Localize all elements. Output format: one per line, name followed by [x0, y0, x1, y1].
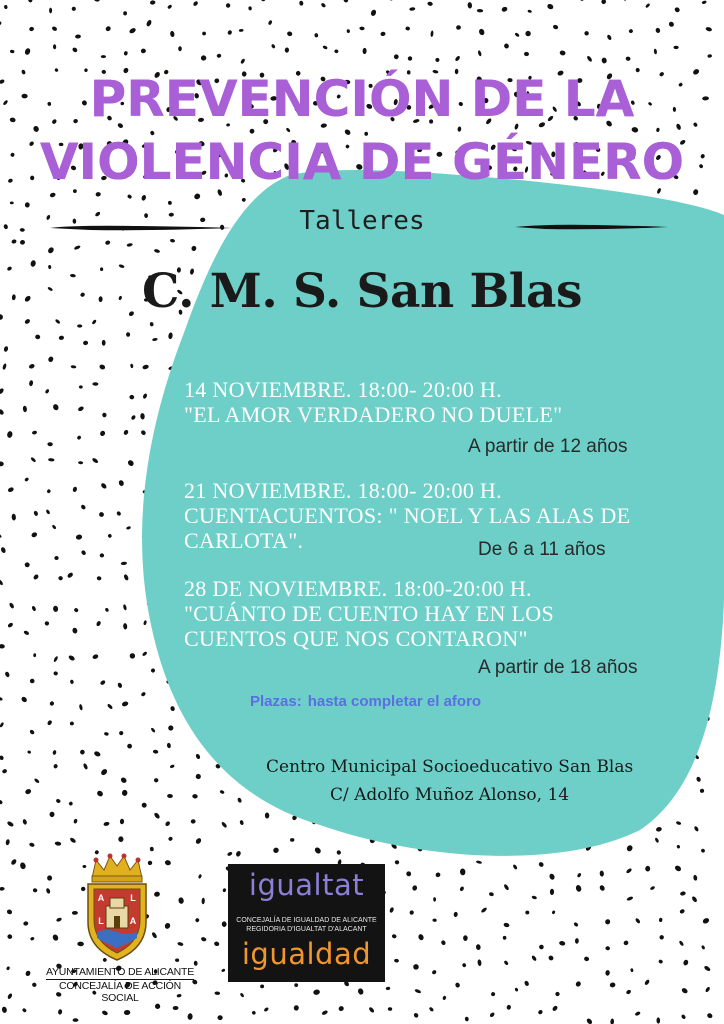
logo-igualdad-text: igualdad — [241, 937, 372, 971]
session-title: "CUÁNTO DE CUENTO HAY EN LOS — [184, 601, 555, 626]
logo-concejalia-text: CONCEJALÍA DE IGUALDAD DE ALICANTE — [236, 917, 377, 924]
concejalia-caption: CONCEJALÍA DE ACCIÓN SOCIAL — [58, 980, 182, 1004]
coa-letter: A — [129, 916, 137, 926]
session-2 — [184, 478, 684, 553]
session-age: A partir de 18 años — [478, 657, 638, 678]
logo-regidoria-text: REGIDORIA D'IGUALTAT D'ALACANT — [246, 926, 367, 933]
session-title-continued: CARLOTA". — [184, 528, 304, 553]
title-line-1: PREVENCIÓN DE LA — [89, 70, 635, 128]
igualdad-logo — [228, 864, 385, 982]
coa-letter: A — [97, 893, 105, 903]
session-age: De 6 a 11 años — [478, 539, 606, 560]
plazas-text: hasta completar el aforo — [307, 693, 482, 710]
alicante-coat-of-arms-icon — [80, 852, 154, 964]
plazas-note — [0, 693, 724, 710]
plazas-label: Plazas: — [250, 693, 302, 710]
session-title: CUENTACUENTOS: " NOEL Y LAS ALAS DE — [184, 503, 631, 528]
coa-letter: L — [98, 916, 104, 926]
venue-title: C. M. S. San Blas — [142, 264, 582, 319]
ayuntamiento-caption: AYUNTAMIENTO DE ALICANTE — [45, 966, 195, 978]
session-date: 21 NOVIEMBRE. 18:00- 20:00 H. — [184, 478, 502, 503]
coa-letter: L — [130, 893, 136, 903]
address-center-name: Centro Municipal Socioeducativo San Blas — [266, 757, 634, 777]
session-3 — [184, 576, 684, 651]
title-line-2: VIOLENCIA DE GÉNERO — [39, 133, 685, 191]
subtitle-talleres: Talleres — [299, 206, 425, 236]
logo-igualtat-text: igualtat — [248, 868, 365, 902]
session-1 — [184, 377, 684, 427]
session-date: 28 DE NOVIEMBRE. 18:00-20:00 H. — [184, 576, 532, 601]
session-age: A partir de 12 años — [468, 436, 628, 457]
session-title-continued: CUENTOS QUE NOS CONTARON" — [184, 626, 528, 651]
session-title: "EL AMOR VERDADERO NO DUELE" — [184, 402, 563, 427]
session-date: 14 NOVIEMBRE. 18:00- 20:00 H. — [184, 377, 502, 402]
address-street: C/ Adolfo Muñoz Alonso, 14 — [330, 785, 570, 805]
